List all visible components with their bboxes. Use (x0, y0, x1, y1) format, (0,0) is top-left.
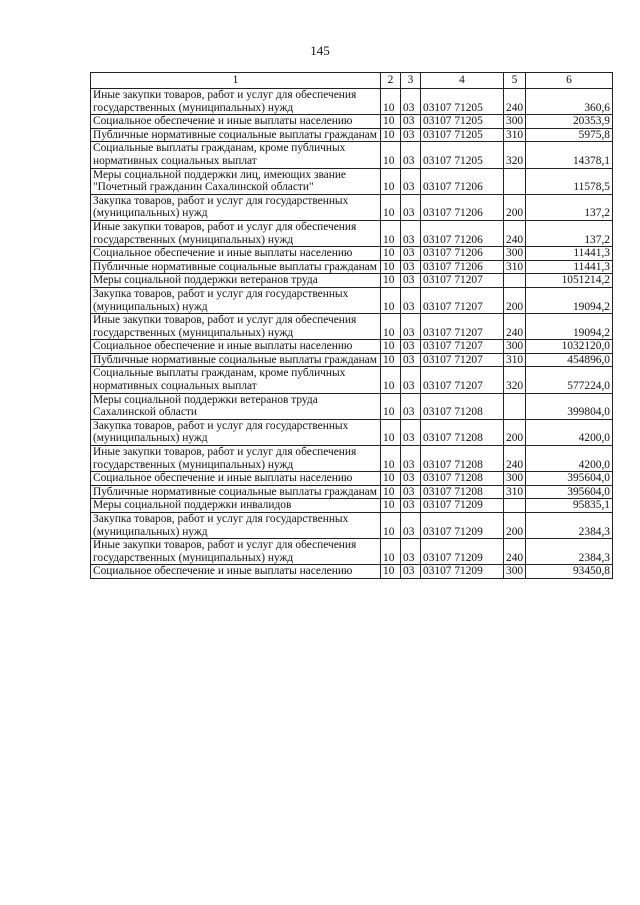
subsection-code-cell: 03 (401, 367, 421, 393)
amount-cell: 20353,9 (526, 115, 613, 129)
subsection-code-cell: 03 (401, 513, 421, 539)
item-name-cell: Иные закупки товаров, работ и услуг для обеспечения государственных (муниципальных) нужд (91, 539, 381, 565)
table-row (91, 393, 613, 419)
expense-type-cell: 300 (504, 247, 526, 261)
amount-cell: 360,6 (526, 89, 613, 115)
amount-cell: 2384,3 (526, 513, 613, 539)
section-code-cell: 10 (381, 168, 401, 194)
section-code-cell: 10 (381, 367, 401, 393)
section-code-cell: 10 (381, 89, 401, 115)
section-code-cell: 10 (381, 314, 401, 340)
table-row (91, 247, 613, 261)
table-header-row (91, 73, 613, 89)
item-name-cell: Публичные нормативные социальные выплаты гражданам (91, 260, 381, 274)
section-code-cell: 10 (381, 194, 401, 220)
section-code-cell: 10 (381, 260, 401, 274)
table-row (91, 194, 613, 220)
expense-type-cell: 240 (504, 89, 526, 115)
expense-type-cell: 300 (504, 340, 526, 354)
amount-cell: 19094,2 (526, 287, 613, 313)
subsection-code-cell: 03 (401, 247, 421, 261)
table-row (91, 274, 613, 288)
target-code-cell: 03107 71207 (421, 287, 504, 313)
amount-cell: 2384,3 (526, 539, 613, 565)
subsection-code-cell: 03 (401, 446, 421, 472)
subsection-code-cell: 03 (401, 260, 421, 274)
table-row (91, 260, 613, 274)
expense-type-cell: 240 (504, 539, 526, 565)
section-code-cell: 10 (381, 472, 401, 486)
target-code-cell: 03107 71205 (421, 115, 504, 129)
page-number: 145 (310, 43, 330, 58)
subsection-code-cell: 03 (401, 168, 421, 194)
target-code-cell: 03107 71207 (421, 314, 504, 340)
section-code-cell: 10 (381, 419, 401, 445)
amount-cell: 399804,0 (526, 393, 613, 419)
table-row (91, 314, 613, 340)
expense-type-cell: 300 (504, 565, 526, 579)
target-code-cell: 03107 71208 (421, 393, 504, 419)
target-code-cell: 03107 71208 (421, 472, 504, 486)
expense-type-cell (504, 274, 526, 288)
subsection-code-cell: 03 (401, 353, 421, 367)
amount-cell: 1051214,2 (526, 274, 613, 288)
item-name-cell: Социальные выплаты гражданам, кроме публичных нормативных социальных выплат (91, 367, 381, 393)
section-code-cell: 10 (381, 353, 401, 367)
subsection-code-cell: 03 (401, 220, 421, 246)
expense-type-cell: 320 (504, 367, 526, 393)
section-code-cell: 10 (381, 446, 401, 472)
expense-type-cell (504, 168, 526, 194)
item-name-cell: Закупка товаров, работ и услуг для государственных (муниципальных) нужд (91, 513, 381, 539)
subsection-code-cell: 03 (401, 194, 421, 220)
subsection-code-cell: 03 (401, 89, 421, 115)
amount-cell: 95835,1 (526, 499, 613, 513)
section-code-cell: 10 (381, 247, 401, 261)
item-name-cell: Иные закупки товаров, работ и услуг для обеспечения государственных (муниципальных) нужд (91, 314, 381, 340)
section-code-cell: 10 (381, 287, 401, 313)
section-code-cell: 10 (381, 565, 401, 579)
subsection-code-cell: 03 (401, 287, 421, 313)
item-name-cell: Закупка товаров, работ и услуг для государственных (муниципальных) нужд (91, 194, 381, 220)
amount-cell: 19094,2 (526, 314, 613, 340)
table-row (91, 353, 613, 367)
section-code-cell: 10 (381, 393, 401, 419)
target-code-cell: 03107 71209 (421, 499, 504, 513)
section-code-cell: 10 (381, 499, 401, 513)
amount-cell: 1032120,0 (526, 340, 613, 354)
target-code-cell: 03107 71208 (421, 446, 504, 472)
subsection-code-cell: 03 (401, 565, 421, 579)
section-code-cell: 10 (381, 513, 401, 539)
expense-type-cell (504, 499, 526, 513)
item-name-cell: Социальное обеспечение и иные выплаты населению (91, 565, 381, 579)
amount-cell: 454896,0 (526, 353, 613, 367)
subsection-code-cell: 03 (401, 274, 421, 288)
table-row (91, 340, 613, 354)
target-code-cell: 03107 71205 (421, 142, 504, 168)
section-code-cell: 10 (381, 220, 401, 246)
target-code-cell: 03107 71207 (421, 340, 504, 354)
section-code-cell: 10 (381, 340, 401, 354)
expense-type-cell (504, 393, 526, 419)
header-cell-5: 5 (504, 73, 526, 89)
item-name-cell: Публичные нормативные социальные выплаты гражданам (91, 485, 381, 499)
expense-type-cell: 300 (504, 472, 526, 486)
item-name-cell: Социальное обеспечение и иные выплаты населению (91, 115, 381, 129)
section-code-cell: 10 (381, 142, 401, 168)
header-cell-2: 2 (381, 73, 401, 89)
amount-cell: 11578,5 (526, 168, 613, 194)
table-row (91, 367, 613, 393)
item-name-cell: Социальное обеспечение и иные выплаты населению (91, 340, 381, 354)
item-name-cell: Публичные нормативные социальные выплаты гражданам (91, 128, 381, 142)
section-code-cell: 10 (381, 115, 401, 129)
amount-cell: 577224,0 (526, 367, 613, 393)
expense-type-cell: 240 (504, 446, 526, 472)
expense-type-cell: 310 (504, 128, 526, 142)
target-code-cell: 03107 71206 (421, 220, 504, 246)
expense-type-cell: 200 (504, 194, 526, 220)
target-code-cell: 03107 71207 (421, 274, 504, 288)
item-name-cell: Публичные нормативные социальные выплаты гражданам (91, 353, 381, 367)
budget-table (90, 72, 613, 579)
amount-cell: 14378,1 (526, 142, 613, 168)
section-code-cell: 10 (381, 274, 401, 288)
target-code-cell: 03107 71207 (421, 367, 504, 393)
amount-cell: 395604,0 (526, 485, 613, 499)
item-name-cell: Социальные выплаты гражданам, кроме публичных нормативных социальных выплат (91, 142, 381, 168)
target-code-cell: 03107 71206 (421, 260, 504, 274)
expense-type-cell: 200 (504, 419, 526, 445)
target-code-cell: 03107 71209 (421, 513, 504, 539)
table-row (91, 419, 613, 445)
expense-type-cell: 320 (504, 142, 526, 168)
table-body (91, 73, 613, 579)
table-row (91, 287, 613, 313)
header-cell-3: 3 (401, 73, 421, 89)
item-name-cell: Социальное обеспечение и иные выплаты населению (91, 472, 381, 486)
amount-cell: 11441,3 (526, 260, 613, 274)
subsection-code-cell: 03 (401, 314, 421, 340)
table-row (91, 472, 613, 486)
item-name-cell: Иные закупки товаров, работ и услуг для обеспечения государственных (муниципальных) нужд (91, 220, 381, 246)
expense-type-cell: 240 (504, 314, 526, 340)
target-code-cell: 03107 71206 (421, 194, 504, 220)
amount-cell: 11441,3 (526, 247, 613, 261)
amount-cell: 137,2 (526, 220, 613, 246)
target-code-cell: 03107 71205 (421, 128, 504, 142)
subsection-code-cell: 03 (401, 419, 421, 445)
item-name-cell: Социальное обеспечение и иные выплаты населению (91, 247, 381, 261)
table-row (91, 115, 613, 129)
expense-type-cell: 200 (504, 287, 526, 313)
subsection-code-cell: 03 (401, 393, 421, 419)
subsection-code-cell: 03 (401, 485, 421, 499)
expense-type-cell: 310 (504, 485, 526, 499)
table-row (91, 168, 613, 194)
item-name-cell: Меры социальной поддержки лиц, имеющих звание "Почетный гражданин Сахалинской области" (91, 168, 381, 194)
amount-cell: 137,2 (526, 194, 613, 220)
subsection-code-cell: 03 (401, 128, 421, 142)
table-row (91, 565, 613, 579)
header-cell-6: 6 (526, 73, 613, 89)
target-code-cell: 03107 71208 (421, 485, 504, 499)
subsection-code-cell: 03 (401, 472, 421, 486)
subsection-code-cell: 03 (401, 499, 421, 513)
subsection-code-cell: 03 (401, 340, 421, 354)
expense-type-cell: 300 (504, 115, 526, 129)
expense-type-cell: 310 (504, 353, 526, 367)
subsection-code-cell: 03 (401, 115, 421, 129)
item-name-cell: Меры социальной поддержки инвалидов (91, 499, 381, 513)
amount-cell: 4200,0 (526, 419, 613, 445)
target-code-cell: 03107 71209 (421, 539, 504, 565)
table-row (91, 89, 613, 115)
amount-cell: 5975,8 (526, 128, 613, 142)
amount-cell: 93450,8 (526, 565, 613, 579)
section-code-cell: 10 (381, 485, 401, 499)
item-name-cell: Иные закупки товаров, работ и услуг для обеспечения государственных (муниципальных) нужд (91, 89, 381, 115)
expense-type-cell: 240 (504, 220, 526, 246)
amount-cell: 4200,0 (526, 446, 613, 472)
item-name-cell: Меры социальной поддержки ветеранов труда Сахалинской области (91, 393, 381, 419)
target-code-cell: 03107 71206 (421, 247, 504, 261)
target-code-cell: 03107 71205 (421, 89, 504, 115)
table-row (91, 446, 613, 472)
section-code-cell: 10 (381, 539, 401, 565)
table-row (91, 513, 613, 539)
subsection-code-cell: 03 (401, 142, 421, 168)
table-row (91, 499, 613, 513)
table-row (91, 128, 613, 142)
target-code-cell: 03107 71206 (421, 168, 504, 194)
item-name-cell: Закупка товаров, работ и услуг для государственных (муниципальных) нужд (91, 287, 381, 313)
expense-type-cell: 310 (504, 260, 526, 274)
item-name-cell: Меры социальной поддержки ветеранов труда (91, 274, 381, 288)
table-row (91, 220, 613, 246)
table-row (91, 142, 613, 168)
target-code-cell: 03107 71208 (421, 419, 504, 445)
subsection-code-cell: 03 (401, 539, 421, 565)
target-code-cell: 03107 71209 (421, 565, 504, 579)
item-name-cell: Закупка товаров, работ и услуг для государственных (муниципальных) нужд (91, 419, 381, 445)
header-cell-4: 4 (421, 73, 504, 89)
amount-cell: 395604,0 (526, 472, 613, 486)
table-row (91, 539, 613, 565)
header-cell-1: 1 (91, 73, 381, 89)
target-code-cell: 03107 71207 (421, 353, 504, 367)
item-name-cell: Иные закупки товаров, работ и услуг для обеспечения государственных (муниципальных) нужд (91, 446, 381, 472)
table-row (91, 485, 613, 499)
section-code-cell: 10 (381, 128, 401, 142)
expense-type-cell: 200 (504, 513, 526, 539)
